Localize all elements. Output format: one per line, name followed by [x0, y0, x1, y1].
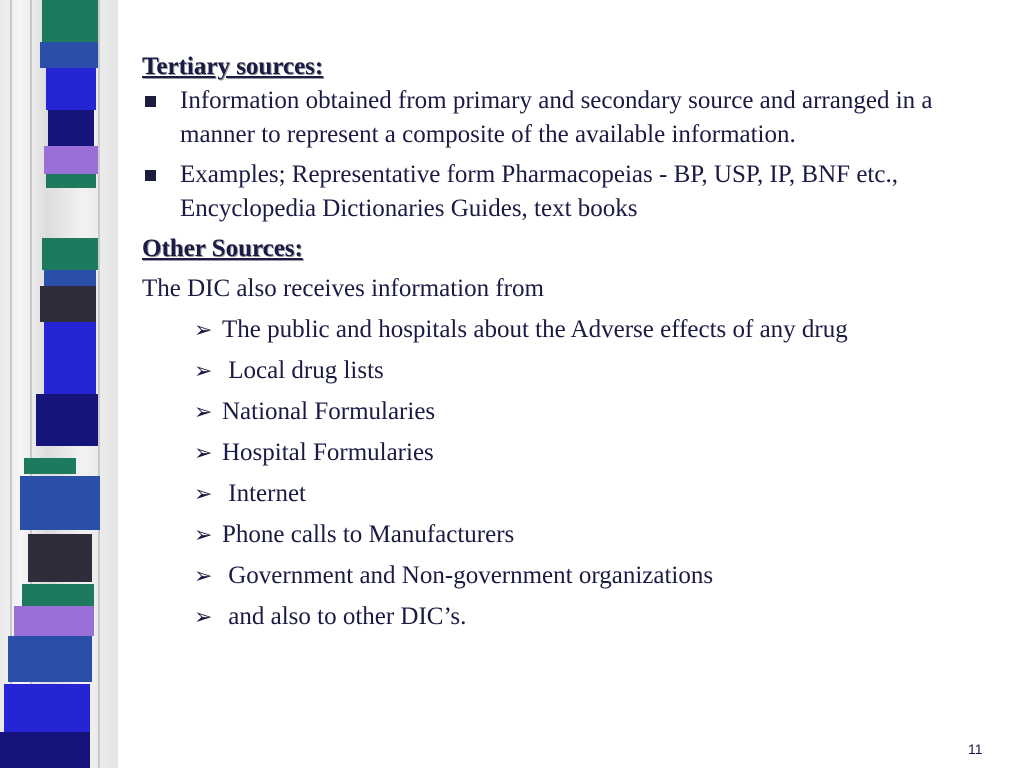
list-item-text: Local drug lists	[222, 357, 384, 384]
list-item-text: National Formularies	[222, 398, 436, 425]
arrowhead-icon: ➢	[194, 359, 213, 384]
list-item-text: The public and hospitals about the Adverse effects of any drug	[222, 316, 848, 343]
tertiary-bullet-text: Information obtained from primary and secondary source and arranged in a manner to represent a composite of the available information.	[180, 87, 933, 148]
list-item-text: and also to other DIC’s.	[222, 603, 467, 630]
list-item	[194, 518, 1002, 559]
arrowhead-icon: ➢	[194, 605, 213, 630]
decorative-sidebar	[0, 0, 118, 768]
list-item	[194, 313, 1002, 354]
arrowhead-icon: ➢	[194, 482, 213, 507]
tertiary-bullet	[142, 158, 1002, 226]
list-item-text: Government and Non-government organizations	[222, 562, 714, 589]
slide-content	[142, 50, 1002, 641]
heading-other-sources: Other Sources:	[142, 235, 303, 262]
list-item	[194, 559, 1002, 600]
list-item	[194, 395, 1002, 436]
arrowhead-icon: ➢	[194, 523, 213, 548]
arrowhead-icon: ➢	[194, 400, 213, 425]
tertiary-bullet	[142, 84, 1002, 152]
page-number: 11	[968, 741, 983, 757]
list-item-text: Internet	[222, 480, 306, 507]
intro-text: The DIC also receives information from	[142, 275, 544, 302]
list-item	[194, 436, 1002, 477]
list-item	[194, 477, 1002, 518]
tertiary-bullet-text: Examples; Representative form Pharmacopeias - BP, USP, IP, BNF etc., Encyclopedia Dictionaries Guides, text books	[180, 161, 898, 222]
list-item-text: Phone calls to Manufacturers	[222, 521, 515, 548]
arrowhead-icon: ➢	[194, 318, 213, 343]
list-item	[194, 354, 1002, 395]
other-sources-list	[142, 313, 1002, 641]
square-bullet-icon	[145, 170, 156, 181]
arrowhead-icon: ➢	[194, 564, 213, 589]
list-item-text: Hospital Formularies	[222, 439, 434, 466]
list-item	[194, 600, 1002, 641]
arrowhead-icon: ➢	[194, 441, 213, 466]
square-bullet-icon	[145, 96, 156, 107]
heading-tertiary-sources: Tertiary sources:	[142, 53, 324, 80]
